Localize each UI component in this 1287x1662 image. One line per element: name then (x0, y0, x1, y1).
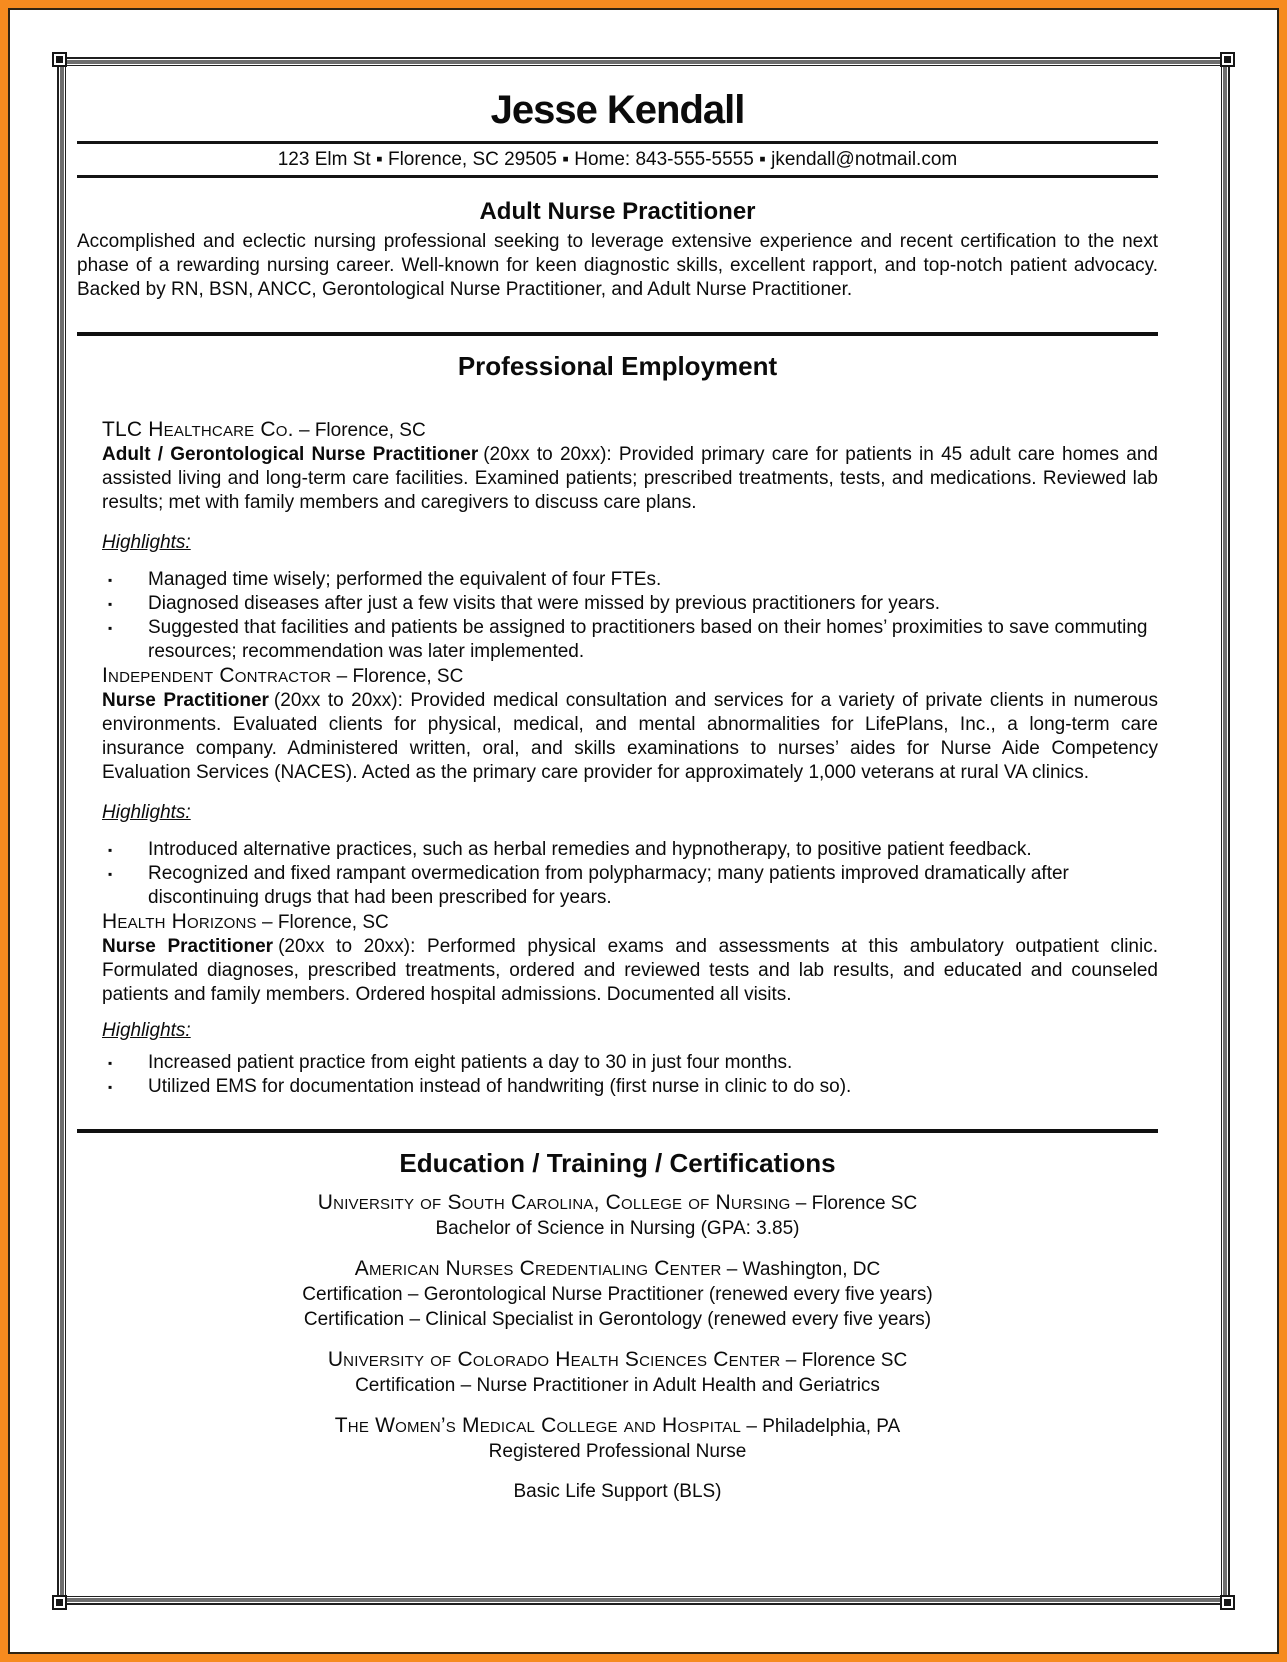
education-body (77, 1190, 1158, 1504)
credential-line: Basic Life Support (BLS) (513, 1481, 722, 1502)
bullet-icon: ▪ (108, 573, 113, 587)
highlight-item (102, 616, 1158, 664)
decorative-frame (57, 57, 1230, 1605)
highlight-text: Managed time wisely; performed the equivalent of four FTEs. (148, 569, 662, 590)
job-title: Nurse Practitioner (102, 690, 269, 711)
bullet-icon: ▪ (108, 843, 113, 857)
frame-corner-ornament (52, 52, 67, 67)
section-heading-education: Education / Training / Certifications (399, 1148, 836, 1178)
highlights-list (77, 1051, 1158, 1099)
highlight-item (102, 1051, 1158, 1075)
employer-location: – Florence, SC (262, 912, 389, 933)
institution-line (77, 1413, 1158, 1439)
education-entry (77, 1256, 1158, 1332)
institution-line (77, 1190, 1158, 1216)
highlight-text: Recognized and fixed rampant overmedication from polypharmacy; many patients improved dramatically after discontinuing drugs that had been prescribed for years. (148, 863, 1069, 908)
credential-line: Certification – Nurse Practitioner in Adult Health and Geriatrics (355, 1375, 880, 1396)
highlight-item (102, 592, 1158, 616)
highlights-label: Highlights: (102, 1020, 191, 1041)
credential-line: Certification – Gerontological Nurse Practitioner (renewed every five years) (302, 1284, 933, 1305)
job-description (102, 689, 1158, 785)
credential-line: Certification – Clinical Specialist in Gerontology (renewed every five years) (303, 1309, 932, 1330)
employer-location: – Florence, SC (336, 666, 464, 687)
bullet-icon: ▪ (108, 1056, 113, 1070)
institution-location: – Philadelphia, PA (746, 1416, 901, 1437)
education-entry (77, 1190, 1158, 1241)
education-entry (77, 1479, 1158, 1504)
institution-location: – Florence SC (785, 1350, 908, 1371)
profile-summary: Accomplished and eclectic nursing professional seeking to leverage extensive experience and recent certification to the next phase of a rewarding nursing career. Well-known for keen diagnostic skills, excellent rapport, and top-notch patient advocacy. Backed by RN, BSN, ANCC, Gerontological Nurse Practitioner, and Adult Nurse Practitioner. (77, 231, 1158, 300)
education-entry (77, 1413, 1158, 1464)
highlight-text: Diagnosed diseases after just a few visits that were missed by previous practitioners for years. (148, 593, 941, 614)
header-rule-bottom (77, 175, 1158, 178)
highlight-text: Introduced alternative practices, such as herbal remedies and hypnotherapy, to positive patient feedback. (148, 839, 1032, 860)
frame-corner-ornament (52, 1595, 67, 1610)
resume-content (66, 66, 1221, 1596)
job-description-text: (20xx to 20xx): Performed physical exams and assessments at this ambulatory outpatient clinic. Formulated diagnoses, prescribed treatments, ordered and reviewed tests and lab results, and educated and counseled patients and family members. Ordered hospital admissions. Documented all visits. (102, 936, 1158, 1005)
job-description (102, 935, 1158, 1007)
highlight-item (102, 862, 1158, 910)
highlight-item (102, 838, 1158, 862)
highlight-item (102, 1075, 1158, 1099)
highlight-text: Utilized EMS for documentation instead of handwriting (first nurse in clinic to do so). (148, 1076, 852, 1097)
job-description (102, 443, 1158, 515)
job-entry (77, 910, 1158, 1099)
bullet-icon: ▪ (108, 621, 113, 635)
candidate-name: Jesse Kendall (490, 88, 745, 132)
job-entry (77, 418, 1158, 664)
credential-line: Bachelor of Science in Nursing (GPA: 3.85) (435, 1218, 800, 1239)
job-title: Nurse Practitioner (102, 936, 274, 957)
institution-name: University of South Carolina, College of Nursing (317, 1191, 791, 1214)
employer-line (102, 910, 1158, 935)
highlights-label: Highlights: (102, 532, 191, 553)
frame-corner-ornament (1220, 1595, 1235, 1610)
highlights-label: Highlights: (102, 802, 191, 823)
bullet-icon: ▪ (108, 867, 113, 881)
education-entry (77, 1347, 1158, 1398)
employer-name: Health Horizons (102, 910, 257, 933)
institution-line (77, 1256, 1158, 1282)
bullet-icon: ▪ (108, 597, 113, 611)
contact-line: 123 Elm St ▪ Florence, SC 29505 ▪ Home: 843-555-5555 ▪ jkendall@notmail.com (277, 149, 958, 170)
highlights-list (77, 838, 1158, 910)
employer-line (102, 664, 1158, 689)
institution-name: American Nurses Credentialing Center (354, 1257, 722, 1280)
institution-location: – Florence SC (795, 1193, 918, 1214)
employment-body (77, 418, 1158, 1099)
job-title: Adult / Gerontological Nurse Practitioner (102, 444, 479, 465)
job-description-text: (20xx to 20xx): Provided primary care for patients in 45 adult care homes and assisted living and long-term care facilities. Examined patients; prescribed treatments, tests, and medications. Reviewed lab results; met with family members and caregivers to discuss care plans. (102, 444, 1158, 513)
highlights-list (77, 568, 1158, 664)
employer-name: Independent Contractor (102, 664, 332, 687)
bullet-icon: ▪ (108, 1080, 113, 1094)
section-divider (77, 1129, 1158, 1133)
section-heading-employment: Professional Employment (457, 351, 778, 381)
job-entry (77, 664, 1158, 910)
section-divider (77, 332, 1158, 336)
institution-name: University of Colorado Health Sciences Center (327, 1348, 781, 1371)
credential-line: Registered Professional Nurse (488, 1441, 747, 1462)
institution-name: The Women’s Medical College and Hospital (334, 1414, 742, 1437)
institution-location: – Washington, DC (726, 1259, 881, 1280)
employer-location: – Florence, SC (298, 420, 426, 441)
frame-corner-ornament (1220, 52, 1235, 67)
highlight-item (102, 568, 1158, 592)
employer-name: TLC Healthcare Co. (102, 418, 294, 441)
job-description-text: (20xx to 20xx): Provided medical consultation and services for a variety of private clients in numerous environments. Evaluated clients for physical, medical, and mental abnormalities for LifePlans, Inc., a long-term care insurance company. Administered written, oral, and skills examinations to nurses’ aides for Nurse Aide Competency Evaluation Services (NACES). Acted as the primary care provider for approximately 1,000 veterans at rural VA clinics. (102, 690, 1158, 783)
institution-line (77, 1347, 1158, 1373)
highlight-text: Suggested that facilities and patients be assigned to practitioners based on their homes’ proximities to save commuting resources; recommendation was later implemented. (148, 617, 1148, 662)
highlight-text: Increased patient practice from eight patients a day to 30 in just four months. (148, 1052, 793, 1073)
profile-title: Adult Nurse Practitioner (479, 198, 756, 225)
employer-line (102, 418, 1158, 443)
